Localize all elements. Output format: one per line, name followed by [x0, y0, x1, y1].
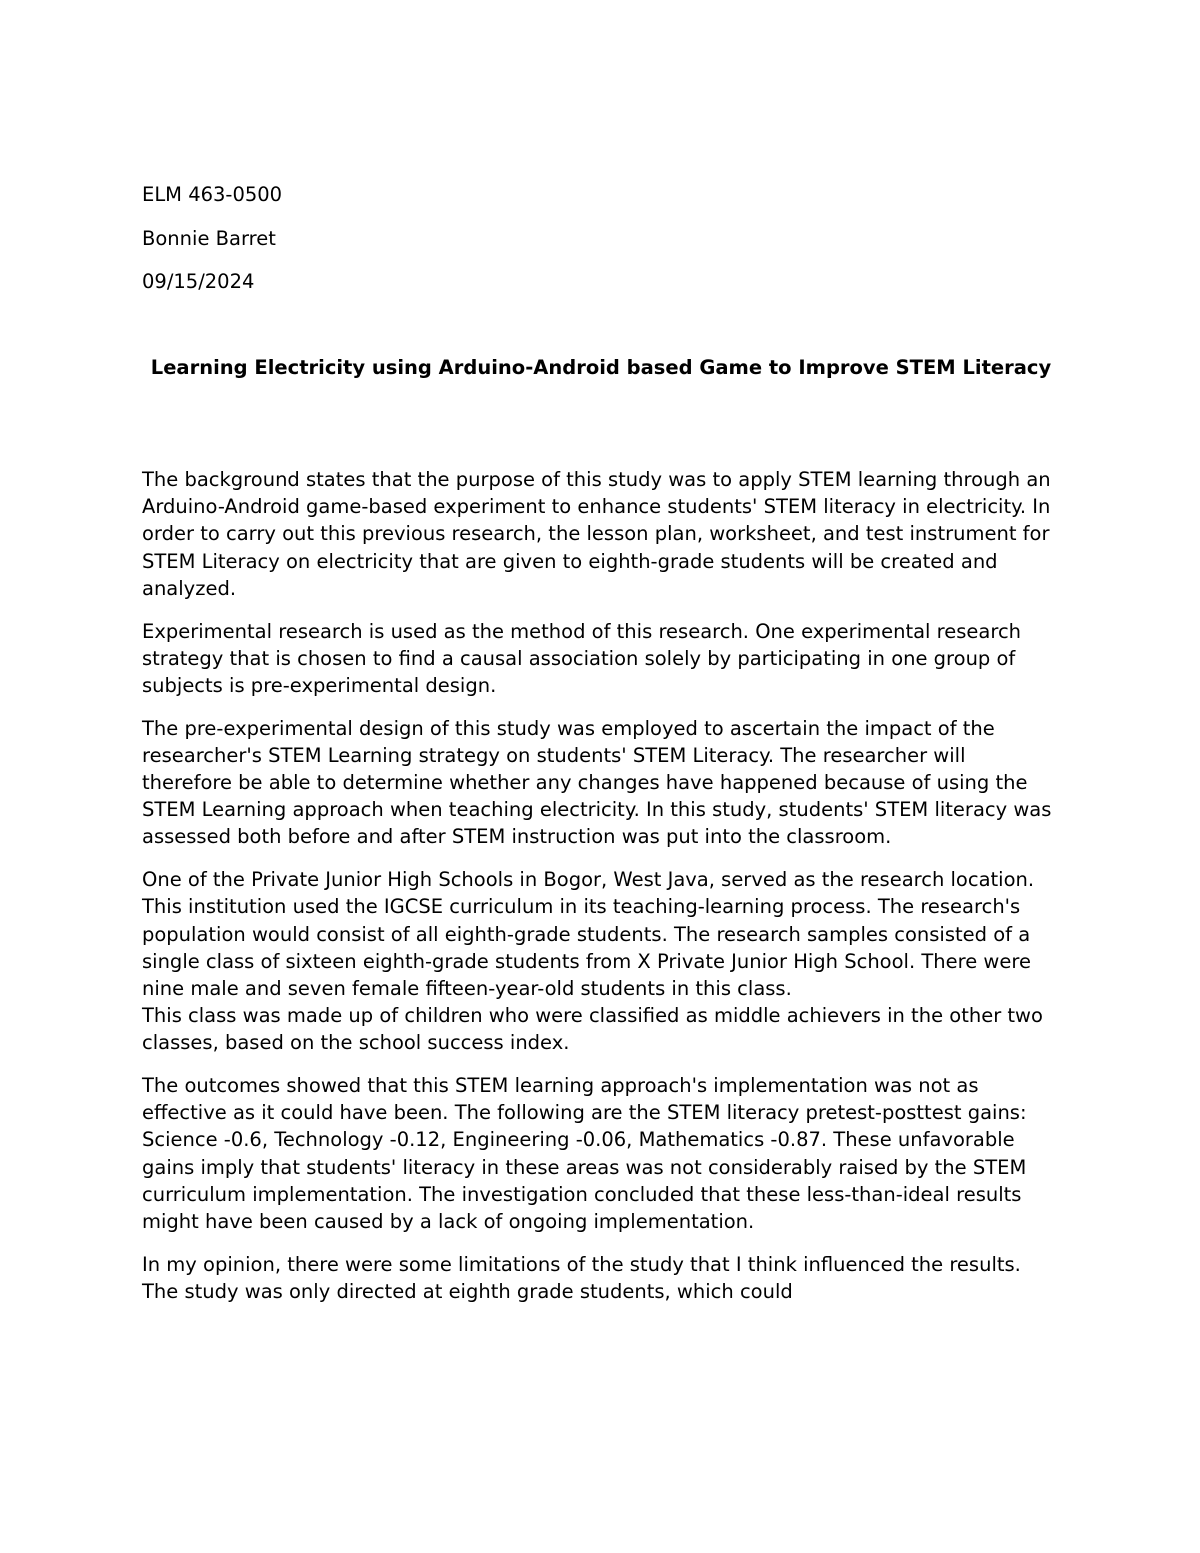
document-title: Learning Electricity using Arduino-Android based Game to Improve STEM Literacy — [150, 356, 1052, 379]
course-code: ELM 463-0500 — [142, 183, 283, 206]
document-header — [142, 181, 1060, 312]
document-date: 09/15/2024 — [142, 270, 255, 293]
document-body — [142, 466, 1060, 1321]
paragraph-outcomes: The outcomes showed that this STEM learning approach's implementation was not as effective as it could have been. The following are the STEM literacy pretest-posttest gains: Science -0.6, Technology -0.12, Engineering -0.06, Mathematics -0.87. These unfavorable gains imply that students' literacy in these areas was not considerably raised by the STEM curriculum implementation. The investigation concluded that these less-than-ideal results might have been caused by a lack of ongoing implementation. — [142, 1074, 1027, 1234]
paragraph-opinion: In my opinion, there were some limitations of the study that I think influenced the results. The study was only directed at eighth grade students, which could — [142, 1252, 1021, 1303]
paragraph-background: The background states that the purpose of this study was to apply STEM learning through an Arduino-Android game-based experiment to enhance students' STEM literacy in electricity. In order to carry out this previous research, the lesson plan, worksheet, and test instrument for STEM Literacy on electricity that are given to eighth-grade students will be created and analyzed. — [142, 468, 1051, 600]
paragraph-location: One of the Private Junior High Schools in Bogor, West Java, served as the research location. — [142, 868, 1035, 892]
author-name: Bonnie Barret — [142, 226, 276, 250]
paragraph-design: The pre-experimental design of this study was employed to ascertain the impact of the researcher's STEM Learning strategy on students' STEM Literacy. The researcher will therefore be able to determine whether any changes have happened because of using the STEM Learning approach when teaching electricity. In this study, students' STEM literacy was assessed both before and after STEM instruction was put into the classroom. — [142, 716, 1052, 849]
paragraph-class: This class was made up of children who were classified as middle achievers in the other two classes, based on the school success index. — [142, 1004, 1043, 1055]
paragraph-population: This institution used the IGCSE curriculum in its teaching-learning process. The research's population would consist of all eighth-grade students. The research samples consisted of a single class of sixteen eighth-grade students from X Private Junior High School. There were nine male and seven female fifteen-year-old students in this class. — [142, 895, 1031, 1000]
paragraph-method: Experimental research is used as the method of this research. One experimental research strategy that is chosen to find a causal association solely by participating in one group of subjects is pre-experimental design. — [142, 619, 1022, 697]
